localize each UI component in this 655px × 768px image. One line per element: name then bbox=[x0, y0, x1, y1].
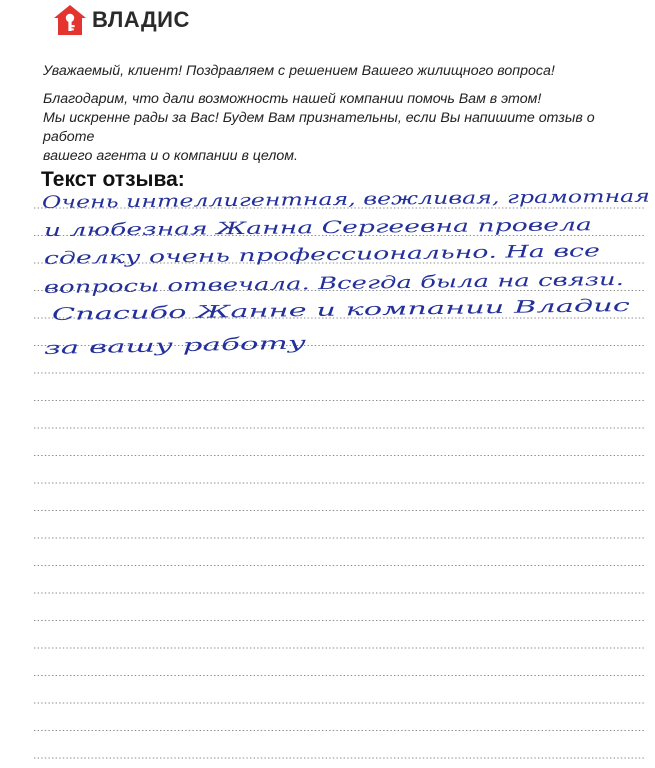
brand-name: ВЛАДИС bbox=[92, 7, 190, 32]
handwritten-line: и любезная Жанна Сергеевна провела bbox=[43, 217, 394, 241]
intro-text bbox=[43, 62, 633, 166]
intro-line-3: вашего агента и о компании в целом. bbox=[43, 148, 298, 164]
handwritten-line: Спасибо Жанне и компании Владис bbox=[51, 299, 375, 325]
handwritten-line: Очень интеллигентная, вежливая, грамотная bbox=[41, 188, 479, 213]
intro-greeting: Уважаемый, клиент! Поздравляем с решением Вашего жилищного вопроса! bbox=[43, 63, 555, 79]
handwritten-line: вопросы отвечала. Всегда была на связи. bbox=[43, 272, 425, 298]
intro-line-2: Мы искренне рады за Вас! Будем Вам признательны, если Вы напишите отзыв о работе bbox=[43, 110, 595, 145]
ruled-lines bbox=[34, 196, 648, 768]
handwritten-line: сделку очень профессионально. На все bbox=[43, 244, 397, 269]
handwritten-line: за вашу работу bbox=[43, 335, 188, 359]
house-key-icon bbox=[52, 4, 88, 36]
brand-logo bbox=[52, 4, 190, 36]
intro-line-1: Благодарим, что дали возможность нашей компании помочь Вам в этом! bbox=[43, 91, 542, 107]
review-title: Текст отзыва: bbox=[41, 168, 185, 191]
